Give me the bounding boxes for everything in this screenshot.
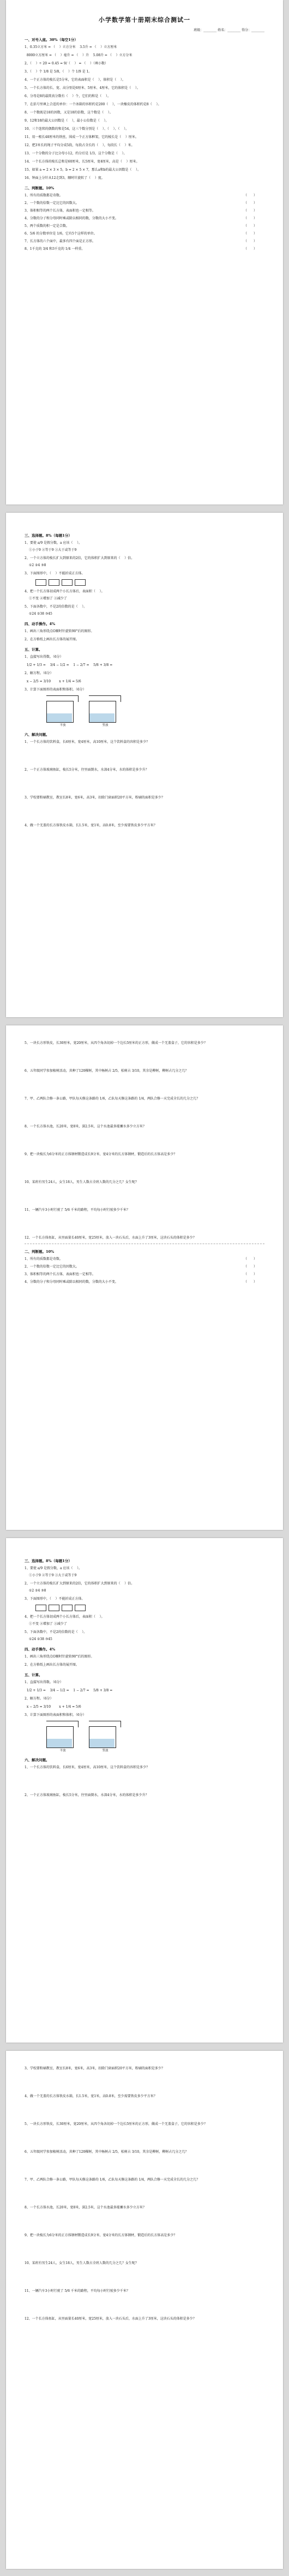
calc-question: 1/2 + 1/3 = 3/4 − 1/2 = 1 − 2/7 = 5/8 + 3/8 = xyxy=(25,1689,113,1692)
choice-options: ①小于9 ②等于9 ③大于或等于9 xyxy=(29,1574,77,1577)
page-3 xyxy=(6,1025,283,1530)
calc-question: 1、直接写出得数。（6分） xyxy=(25,655,63,659)
box-diagram-icon xyxy=(46,1721,79,1748)
calc-question: 3、计算下面图形的表面积和体积。（6分） xyxy=(25,688,86,692)
section-app-heading: 六、解决问题。 xyxy=(25,732,50,737)
page-1 xyxy=(6,0,283,505)
tf-question xyxy=(25,216,264,221)
calc-question: 1、直接写出得数。（6分） xyxy=(25,1680,63,1684)
choice-question: 4、把一个长方体切成两个小长方体后，表面积（ ）。 xyxy=(25,1615,105,1619)
cube-net-options xyxy=(35,1605,264,1611)
tf-text: 1、所有的质数都是奇数。 xyxy=(25,194,63,197)
tf-text: 5、两个质数的积一定是合数。 xyxy=(25,224,69,228)
choice-options: ①小于9 ②等于9 ③大于或等于9 xyxy=(29,548,77,552)
app-question: 9、把一块棱长为6分米的正方体钢材锻造成长9分米、宽4分米的长方体钢材，锻造后的长方体高是多少？ xyxy=(25,1152,177,1156)
tf-text: 4、分数的分子和分母同时乘或除以相同的数，分数的大小不变。 xyxy=(25,1280,118,1284)
page-4 xyxy=(6,1538,283,2043)
app-question: 1、一个长方体的饮料盒，长6厘米，宽4厘米，高10厘米，这个饮料盒的容积是多少？ xyxy=(25,740,150,744)
choice-question: 5、下面各数中，不是2的倍数的是（ ）。 xyxy=(25,605,87,609)
tf-text: 2、一个数的倍数一定比它的因数大。 xyxy=(25,1265,79,1269)
app-question: 4、做一个无盖的长方体铁皮水箱，长1.5米，宽1米，高0.8米，至少需要铁皮多少平方米？ xyxy=(25,824,157,827)
fill-question: 4、一个正方体的棱长是5分米，它的表面积是（ ），体积是（ ）。 xyxy=(25,78,125,82)
answer-paren: （ ） xyxy=(244,201,257,205)
tf-text: 6、5/6 的分数单位是 1/6，它有5个这样的单位。 xyxy=(25,232,97,236)
tf-question xyxy=(25,1264,264,1269)
choice-question: 3、下面图形中，（ ）不能折成正方体。 xyxy=(25,572,85,575)
section-draw-heading: 四、动手操作。4% xyxy=(25,622,56,626)
tf-question xyxy=(25,1257,264,1262)
app-question: 12、一个长方体鱼缸，从里面量长40厘米，宽25厘米，放入一块石头后，水面上升了3厘米，这块石头的体积是多少？ xyxy=(25,2317,196,2321)
section-fill-heading: 一、对号入座。30%（每空1分） xyxy=(25,38,78,42)
fill-question: 3、（ ）个 1/8 是 5/8，（ ）个 1/9 是 1。 xyxy=(25,70,92,74)
section-choice-heading: 三、选择题。8%（每题1分） xyxy=(25,533,72,538)
app-question: 8、一个长方体水池，长20米，宽8米，深2.5米，这个水池最多能蓄水多少立方米？ xyxy=(25,2206,146,2209)
calc-question: 3、计算下面图形的表面积和体积。（6分） xyxy=(25,1713,86,1717)
answer-paren: （ ） xyxy=(244,1280,257,1284)
app-question: 3、学校要粉刷教室，教室长8米，宽6米，高3米，扣除门窗面积20平方米，粉刷的面积是多少？ xyxy=(25,796,165,800)
tf-question xyxy=(25,201,264,206)
cube-net-options xyxy=(35,579,264,586)
fill-question: 14、一个长方体的棱长总和是60厘米，长5厘米，宽4厘米，高是（ ）厘米。 xyxy=(25,160,140,164)
tf-question xyxy=(25,247,264,251)
section-calc-heading: 五、计算。 xyxy=(25,647,43,652)
fill-question: 1、0.35立方米 = （ ）立方分米 3.5升 = （ ）立方厘米 xyxy=(25,45,117,49)
tf-text: 4、分数的分子和分母同时乘或除以相同的数，分数的大小不变。 xyxy=(25,217,118,220)
fill-question: 6、分母是8的最简真分数有（ ）个，它们的和是（ ）。 xyxy=(25,94,111,98)
fill-question: 7、在括号里填上合适的单位：一个冰箱的容积约是200（ ），一块橡皮的体积约是8（ ）。 xyxy=(25,103,161,106)
draw-question: 2、在方格纸上画出长方体的展开图。 xyxy=(25,638,79,641)
tf-text: 3、体积相等的两个长方体，表面积也一定相等。 xyxy=(25,1272,95,1276)
tf-text: 7、长方体的六个面中，最多有四个面是正方形。 xyxy=(25,239,95,243)
fill-question: 8、一个数既是18的因数，又是18的倍数，这个数是（ ）。 xyxy=(25,111,113,115)
tf-question xyxy=(25,239,264,244)
answer-paren: （ ） xyxy=(244,217,257,220)
section-choice-heading: 三、选择题。8%（每题1分） xyxy=(25,1559,72,1563)
app-question: 7、甲、乙两队合修一条公路，甲队每天修这条路的 1/6，乙队每天修这条路的 1/4，两队合修一天完成全长的几分之几？ xyxy=(25,1097,200,1101)
fill-question: 16、钟面上分针从12走到3，顺时针旋转了（ ）度。 xyxy=(25,176,105,180)
draw-question: 1、画出三角形绕点O顺时针旋转90°后的图形。 xyxy=(25,629,94,633)
fill-question: 15、如果 a = 2 × 3 × 5，b = 2 × 5 × 7，那么a和b的最大公因数是（ ）。 xyxy=(25,168,141,172)
section-calc-heading: 五、计算。 xyxy=(25,1673,43,1677)
calc-question: 1/2 + 1/3 = 3/4 − 1/2 = 1 − 2/7 = 5/8 + 3/8 = xyxy=(25,663,113,667)
fill-question: 13、一个分数的分子比分母小12，约分后是 1/3，这个分数是（ ）。 xyxy=(25,152,127,155)
choice-question: 2、一个立方体的棱长扩大到原来的2倍，它的体积扩大到原来的（ ）倍。 xyxy=(25,1582,135,1586)
choice-options: ①2 ②4 ③8 xyxy=(29,1589,46,1593)
answer-paren: （ ） xyxy=(244,232,257,236)
app-question: 12、一个长方体鱼缸，从里面量长40厘米，宽25厘米，放入一块石头后，水面上升了3厘米，这块石头的体积是多少？ xyxy=(25,1236,196,1240)
tf-question xyxy=(25,231,264,236)
app-question: 2、一个正方体玻璃鱼缸，棱长5分米，往里面倒水，水深4分米，水的体积是多少升？ xyxy=(25,768,149,772)
fill-question: 2、（ ）÷ 20 = 0.45 = 9/（ ） = （ ）（填小数） xyxy=(25,62,108,65)
section-app-heading: 六、解决问题。 xyxy=(25,1758,50,1762)
section-tf-heading: 二、判断题。10% xyxy=(25,186,55,190)
draw-question: 1、画出三角形绕点O顺时针旋转90°后的图形。 xyxy=(25,1655,94,1659)
app-question: 7、甲、乙两队合修一条公路，甲队每天修这条路的 1/6，乙队每天修这条路的 1/4，两队合修一天完成全长的几分之几？ xyxy=(25,2178,200,2182)
answer-paren: （ ） xyxy=(244,194,257,197)
section-tf-heading: 二、判断题。10% xyxy=(25,1250,55,1254)
figure-caption: 竖放 xyxy=(102,724,109,727)
app-question: 11、一辆汽车3小时行驶了 5/6 千米的路程，平均每小时行驶多少千米？ xyxy=(25,2289,130,2293)
choice-options: ①不变 ②增加了 ③减少了 xyxy=(29,597,67,601)
tf-question xyxy=(25,193,264,198)
fill-question: 8000立方厘米 = （ ）毫升 = （ ）升 5.08升 = （ ）立方分米 xyxy=(25,53,133,57)
answer-paren: （ ） xyxy=(244,224,257,228)
app-question: 5、一块长方形铁皮，长30厘米，宽20厘米，从四个角各切掉一个边长5厘米的正方形，做成一个无盖盒子，它的容积是多少？ xyxy=(25,2122,207,2126)
app-question: 10、某班有男生24人，女生18人，男生人数占全班人数的几分之几？女生呢？ xyxy=(25,1180,139,1184)
figure-caption: 平放 xyxy=(59,1749,66,1752)
student-info-line: 班级：________ 姓名：________ 得分：________ xyxy=(194,28,264,32)
choice-options: ①不变 ②增加了 ③减少了 xyxy=(29,1622,67,1626)
app-question: 5、一块长方形铁皮，长30厘米，宽20厘米，从四个角各切掉一个边长5厘米的正方形，做成一个无盖盒子，它的容积是多少？ xyxy=(25,1041,207,1045)
app-question: 11、一辆汽车3小时行驶了 5/6 千米的路程，平均每小时行驶多少千米？ xyxy=(25,1208,130,1212)
calc-question: 2、解方程。（6分） xyxy=(25,671,53,675)
app-question: 10、某班有男生24人，女生18人，男生人数占全班人数的几分之几？女生呢？ xyxy=(25,2261,139,2265)
app-question: 3、学校要粉刷教室，教室长8米，宽6米，高3米，扣除门窗面积20平方米，粉刷的面积是多少？ xyxy=(25,2067,165,2070)
figure-flat xyxy=(46,1721,79,1752)
app-question: 4、做一个无盖的长方体铁皮水箱，长1.5米，宽1米，高0.8米，至少需要铁皮多少平方米？ xyxy=(25,2094,157,2098)
fill-question: 9、12和18的最大公因数是（ ），最小公倍数是（ ）。 xyxy=(25,119,109,123)
tf-text: 1、所有的质数都是奇数。 xyxy=(25,1257,63,1261)
choice-options: ①24 ②38 ③45 xyxy=(29,1637,52,1641)
box-diagram-icon xyxy=(46,695,79,723)
calc-question: x − 2/5 = 3/10 x + 1/4 = 5/6 xyxy=(25,680,81,683)
app-question: 8、一个长方体水池，长20米，宽8米，深2.5米，这个水池最多能蓄水多少立方米？ xyxy=(25,1125,146,1128)
answer-paren: （ ） xyxy=(244,1257,257,1261)
choice-question: 3、下面图形中，（ ）不能折成正方体。 xyxy=(25,1597,85,1601)
figure-upright xyxy=(89,1721,122,1752)
figure-row xyxy=(46,695,264,727)
tf-text: 8、1千克的 3/4 和3千克的 1/4 一样重。 xyxy=(25,247,85,251)
fill-question: 5、一个长方体的长、宽、高分别是6厘米、5厘米、4厘米，它的体积是（ ）。 xyxy=(25,86,140,90)
tf-question xyxy=(25,224,264,229)
answer-paren: （ ） xyxy=(244,247,257,251)
app-question: 6、五年级同学参加植树活动，共种了120棵树，其中杨树占 2/5，松树占 3/10，其余是柳树，柳树占几分之几？ xyxy=(25,1069,189,1073)
box-diagram-icon xyxy=(89,695,122,723)
fill-question: 12、把3米长的绳子平均分成5段，每段占全长的（ ），每段长（ ）米。 xyxy=(25,143,135,147)
choice-question: 1、要使 a/9 是假分数，a 应该（ ）。 xyxy=(25,1566,82,1570)
exam-title: 小学数学第十册期末综合测试一 xyxy=(99,16,190,23)
calc-question: x − 2/5 = 3/10 x + 1/4 = 5/6 xyxy=(25,1705,81,1709)
choice-question: 1、要使 a/9 是假分数，a 应该（ ）。 xyxy=(25,541,82,545)
choice-question: 5、下面各数中，不是2的倍数的是（ ）。 xyxy=(25,1630,87,1634)
tf-text: 3、体积相等的两个长方体，表面积也一定相等。 xyxy=(25,209,95,213)
app-question: 1、一个长方体的饮料盒，长6厘米，宽4厘米，高10厘米，这个饮料盒的容积是多少？ xyxy=(25,1766,150,1769)
figure-flat xyxy=(46,695,79,727)
tf-question xyxy=(25,208,264,213)
fill-question: 11、用一根长48厘米的铁丝，围成一个正方体框架，它的棱长是（ ）厘米。 xyxy=(25,135,139,139)
answer-paren: （ ） xyxy=(244,209,257,213)
choice-question: 4、把一个长方体切成两个小长方体后，表面积（ ）。 xyxy=(25,590,105,593)
calc-question: 2、解方程。（6分） xyxy=(25,1697,53,1701)
figure-row xyxy=(46,1721,264,1752)
figure-caption: 竖放 xyxy=(102,1749,109,1752)
tf-text: 2、一个数的倍数一定比它的因数大。 xyxy=(25,201,79,205)
choice-question: 2、一个立方体的棱长扩大到原来的2倍，它的体积扩大到原来的（ ）倍。 xyxy=(25,556,135,560)
section-draw-heading: 四、动手操作。4% xyxy=(25,1647,56,1652)
choice-options: ①2 ②4 ③8 xyxy=(29,563,46,567)
app-question: 2、一个正方体玻璃鱼缸，棱长5分米，往里面倒水，水深4分米，水的体积是多少升？ xyxy=(25,1793,149,1797)
figure-upright xyxy=(89,695,122,727)
app-question: 9、把一块棱长为6分米的正方体钢材锻造成长9分米、宽4分米的长方体钢材，锻造后的长方体高是多少？ xyxy=(25,2233,177,2237)
answer-paren: （ ） xyxy=(244,239,257,243)
app-question: 6、五年级同学参加植树活动，共种了120棵树，其中杨树占 2/5，松树占 3/10，其余是柳树，柳树占几分之几？ xyxy=(25,2150,189,2154)
tf-question xyxy=(25,1280,264,1284)
choice-options: ①24 ②38 ③45 xyxy=(29,612,52,616)
fill-question: 10、三个连续的偶数的和是54，这三个数分别是（ ）、（ ）、（ ）。 xyxy=(25,127,129,131)
figure-caption: 平放 xyxy=(59,724,66,727)
draw-question: 2、在方格纸上画出长方体的展开图。 xyxy=(25,1663,79,1667)
page-5 xyxy=(6,2051,283,2569)
answer-paren: （ ） xyxy=(244,1265,257,1269)
box-diagram-icon xyxy=(89,1721,122,1748)
tf-question xyxy=(25,1272,264,1277)
answer-paren: （ ） xyxy=(244,1272,257,1276)
page-2 xyxy=(6,513,283,1017)
